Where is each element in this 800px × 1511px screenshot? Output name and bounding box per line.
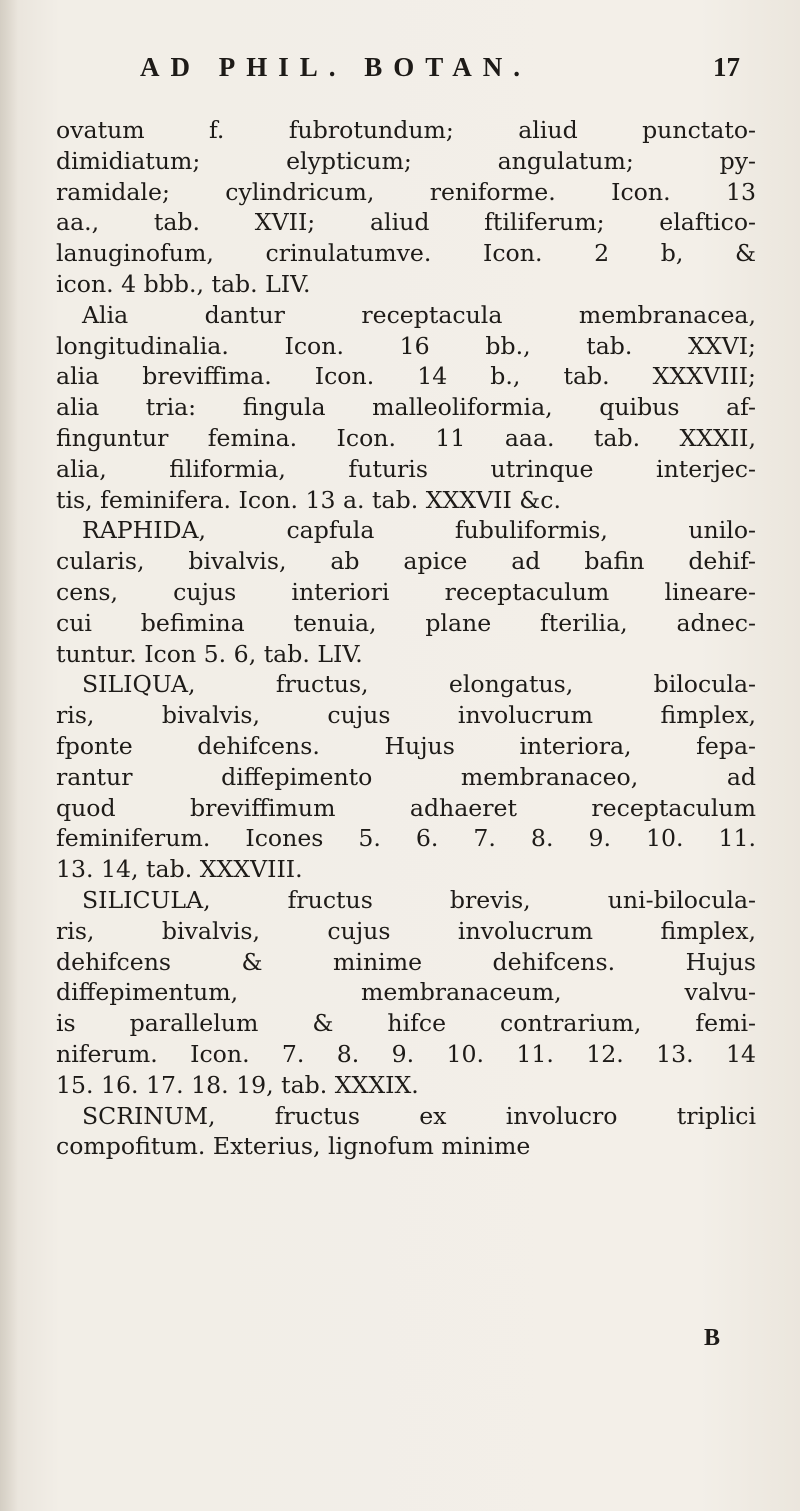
text-line: finguntur femina. Icon. 11 aaa. tab. XXXII, [56, 423, 756, 452]
text-line: ris, bivalvis, cujus involucrum fimplex, [56, 701, 756, 730]
text-line: tis, feminifera. Icon. 13 a. tab. XXXVII &c. [56, 485, 561, 514]
text-line: tuntur. Icon 5. 6, tab. LIV. [56, 639, 363, 668]
text-line: fponte dehifcens. Hujus interiora, fepa- [56, 731, 756, 760]
running-head: AD PHIL. BOTAN. [140, 52, 532, 82]
text-line: cularis, bivalvis, ab apice ad bafin dehif- [56, 547, 756, 576]
text-line: alia, filiformia, futuris utrinque interjec- [56, 454, 756, 483]
text-line: is parallelum & hifce contrarium, femi- [56, 1009, 756, 1038]
page-number: 17 [713, 52, 740, 82]
text-line: niferum. Icon. 7. 8. 9. 10. 11. 12. 13. 14 [56, 1039, 756, 1068]
text-line: feminiferum. Icones 5. 6. 7. 8. 9. 10. 11. [56, 824, 756, 853]
text-line: 13. 14, tab. XXXVIII. [56, 855, 303, 884]
body-text [56, 115, 756, 1162]
text-line: rantur diffepimento membranaceo, ad [56, 762, 756, 791]
text-line: SILICULA, fructus brevis, uni-bilocula- [82, 885, 756, 914]
text-line: SILIQUA, fructus, elongatus, bilocula- [82, 670, 756, 699]
text-line: ramidale; cylindricum, reniforme. Icon. 13 [56, 177, 756, 206]
text-line: cens, cujus interiori receptaculum lineare- [56, 577, 756, 606]
text-line: alia tria: fingula malleoliformia, quibus af- [56, 393, 756, 422]
text-line: longitudinalia. Icon. 16 bb., tab. XXVI; [56, 331, 756, 360]
text-line: compofitum. Exterius, lignofum minime [56, 1132, 531, 1161]
text-line: diffepimentum, membranaceum, valvu- [56, 978, 756, 1007]
text-line: quod breviffimum adhaeret receptaculum [56, 793, 756, 822]
page-header [140, 52, 740, 92]
text-line: alia breviffima. Icon. 14 b., tab. XXXVIII; [56, 362, 756, 391]
text-line: dehifcens & minime dehifcens. Hujus [56, 947, 756, 976]
text-line: ovatum f. fubrotundum; aliud punctato- [56, 116, 756, 144]
text-line: 15. 16. 17. 18. 19, tab. XXXIX. [56, 1070, 419, 1099]
text-line: icon. 4 bbb., tab. LIV. [56, 269, 311, 298]
text-line: aa., tab. XVII; aliud ftiliferum; elaftico- [56, 208, 756, 237]
signature-mark: B [704, 1325, 721, 1351]
text-line: RAPHIDA, capfula fubuliformis, unilo- [82, 516, 756, 545]
page-gutter-shadow [0, 0, 18, 1511]
text-line: cui befimina tenuia, plane fterilia, adnec- [56, 608, 756, 637]
text-line: Alia dantur receptacula membranacea, [82, 300, 756, 329]
text-line: dimidiatum; elypticum; angulatum; py- [56, 146, 756, 175]
text-line: lanuginofum, crinulatumve. Icon. 2 b, & [56, 239, 756, 268]
text-line: ris, bivalvis, cujus involucrum fimplex, [56, 916, 756, 945]
text-line: SCRINUM, fructus ex involucro triplici [82, 1101, 756, 1130]
